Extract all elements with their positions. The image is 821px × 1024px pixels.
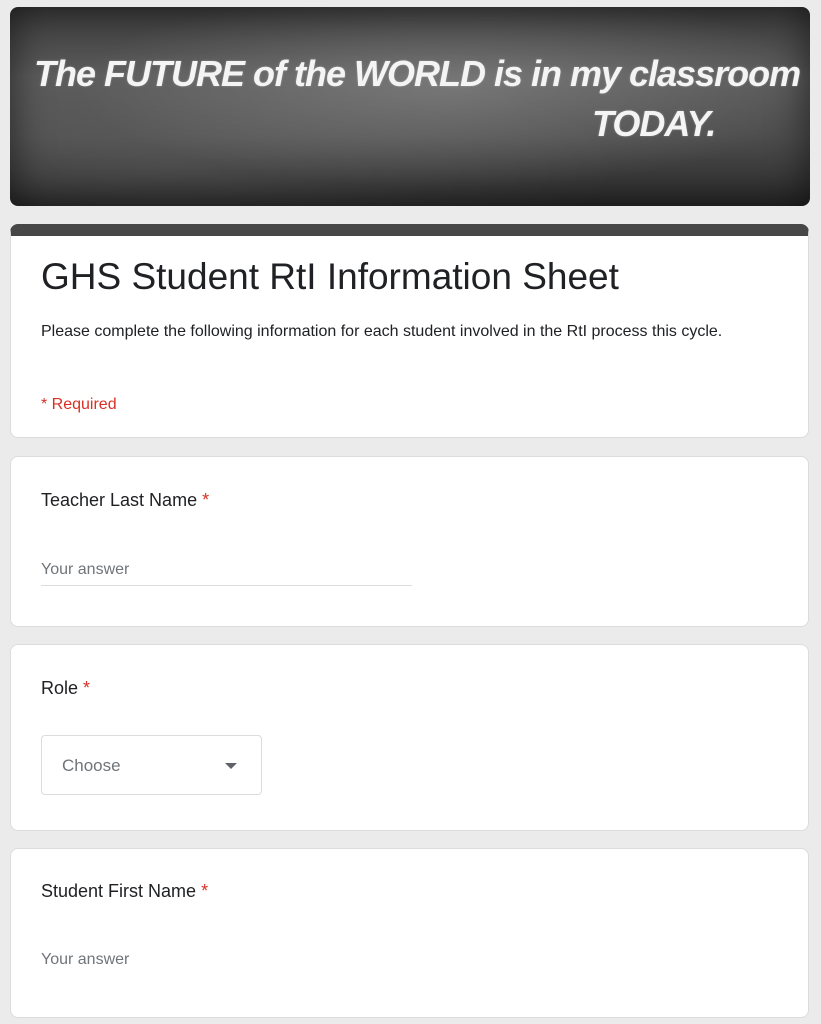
question-label-text: Teacher Last Name [41, 490, 198, 510]
question-label [41, 678, 90, 699]
form-title: GHS Student RtI Information Sheet [41, 256, 619, 297]
banner-text-line1: The FUTURE of the WORLD is in my classroom [34, 53, 801, 94]
header-banner-image [10, 7, 810, 206]
required-note: * Required [41, 396, 117, 413]
banner-text-line2: TODAY. [592, 103, 716, 144]
role-dropdown[interactable] [41, 735, 262, 795]
form-description: Please complete the following information for each student involved in the RtI process this cycle. [41, 323, 723, 340]
question-card-role [10, 644, 809, 831]
chevron-down-icon [225, 763, 237, 769]
form-header-card [10, 224, 809, 438]
student-first-name-input[interactable] [41, 945, 412, 975]
question-card-student-first-name [10, 848, 809, 1018]
teacher-last-name-input[interactable] [41, 555, 412, 586]
question-label-text: Role [41, 678, 79, 698]
required-asterisk: * [202, 490, 210, 510]
question-label [41, 490, 209, 511]
question-label-text: Student First Name [41, 881, 197, 901]
required-asterisk: * [201, 881, 209, 901]
role-dropdown-value: Choose [62, 756, 121, 775]
required-asterisk: * [83, 678, 91, 698]
question-card-teacher-last-name [10, 456, 809, 627]
question-label [41, 881, 208, 902]
